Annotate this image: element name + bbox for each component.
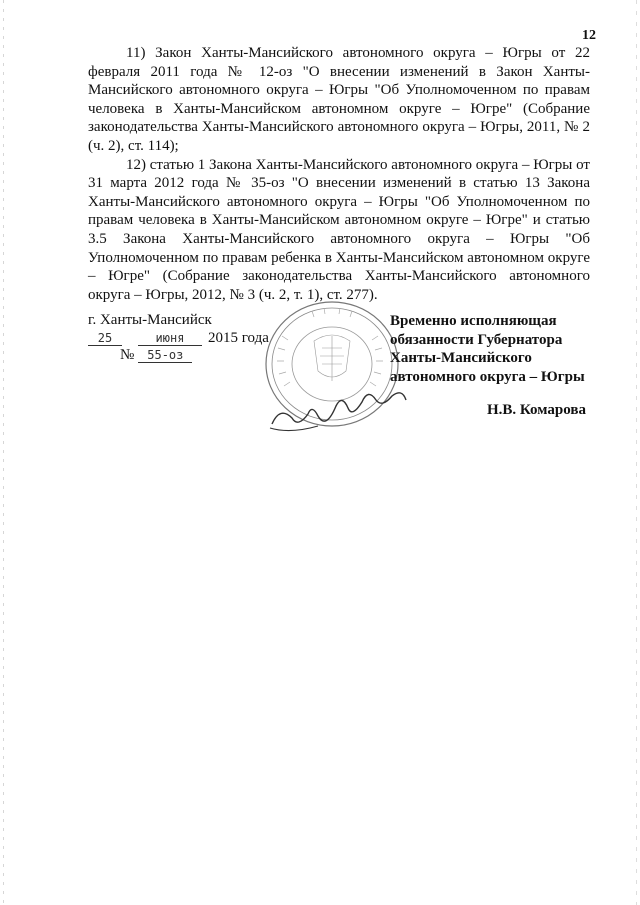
date-year: 2015 года	[208, 330, 269, 346]
page-number: 12	[582, 28, 596, 43]
scan-edge-left	[3, 0, 4, 905]
paragraph-11: 11) Закон Ханты-Мансийского автономного округа – Югры от 22 февраля 2011 года № 12-оз "О внесении изменений в Закон Ханты-Мансийского автономного округа – Югры "Об Уполномоченном по правам человека в Ханты-Мансийском автономном округе – Югре" (Собрание законодательства Ханты-Мансийского автономного округа – Югры, 2011, № 2 (ч. 2), ст. 114);	[88, 45, 590, 154]
number-value: 55-оз	[138, 348, 192, 363]
scan-edge-right	[636, 0, 637, 905]
document-body	[88, 44, 590, 304]
paragraph-12: 12) статью 1 Закона Ханты-Мансийского автономного округа – Югры от 31 марта 2012 года № 35-оз "О внесении изменений в статью 13 Закона Ханты-Мансийского автономного округа – Югры "Об Уполномоченном по правам человека в Ханты-Мансийском автономном округе – Югре" и статью 3.5 Закона Ханты-Мансийского автономного округа – Югры "Об Уполномоченном по правам ребенка в Ханты-Мансийском автономном округе – Югре" (Собрание законодательства Ханты-Мансийского автономного округа – Югры, 2012, № 3 (ч. 2, т. 1), ст. 277).	[88, 156, 590, 303]
place-of-signing: г. Ханты-Мансийск	[88, 312, 212, 328]
date-day: 25	[88, 331, 122, 346]
signatory-name: Н.В. Комарова	[487, 402, 586, 418]
signatory-title-line: Временно исполняющая	[390, 313, 557, 329]
number-label: №	[120, 347, 135, 363]
date-month: июня	[138, 331, 202, 346]
law-number	[120, 347, 192, 364]
signatory-title-line: Ханты-Мансийского	[390, 350, 532, 367]
signatory-title	[390, 312, 585, 386]
signatory-title-line: обязанности Губернатора	[390, 331, 563, 348]
signatory-title-line: автономного округа – Югры	[390, 368, 585, 385]
signing-date	[88, 330, 268, 347]
official-seal	[252, 296, 408, 446]
